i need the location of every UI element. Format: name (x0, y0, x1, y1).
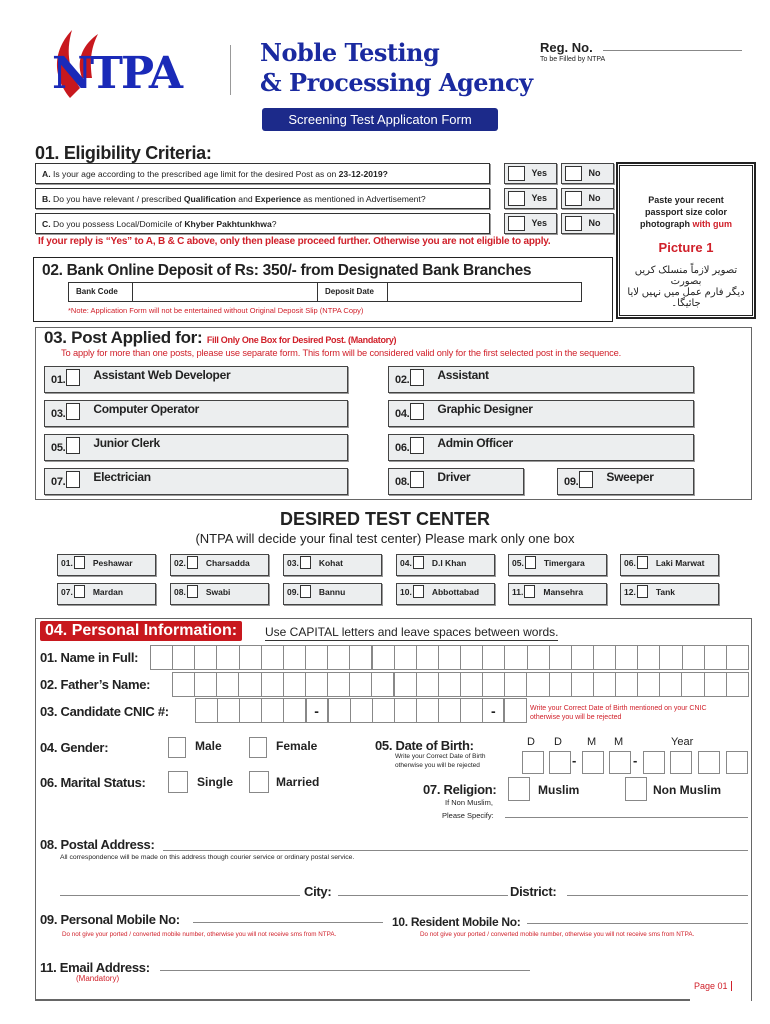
father-name-char-box[interactable] (238, 672, 261, 697)
center-checkbox[interactable] (525, 556, 536, 569)
dob-digit-box[interactable] (698, 751, 720, 774)
test-center-option[interactable] (508, 583, 607, 605)
form-title-banner (262, 108, 498, 131)
center-number: 07. (61, 587, 73, 597)
female-label: Female (276, 739, 318, 753)
photo-urdu-note: تصویر لازماً منسلک کریں بصورت (634, 265, 738, 287)
cnic-dash: - (306, 698, 328, 723)
district-field[interactable] (567, 895, 748, 896)
cnic-note-line: otherwise you will be rejected (530, 714, 622, 721)
name-char-box[interactable] (726, 645, 749, 670)
father-name-char-box[interactable] (482, 672, 505, 697)
father-name-char-box[interactable] (416, 672, 439, 697)
center-checkbox[interactable] (413, 585, 424, 598)
female-checkbox[interactable] (249, 737, 267, 758)
name-label: 01. Name in Full: (40, 650, 139, 665)
name-char-box[interactable] (261, 645, 284, 670)
question-bold: Khyber Pakhtunkhwa (184, 219, 272, 229)
post-name: Electrician (93, 470, 151, 484)
center-checkbox[interactable] (74, 556, 85, 569)
post-number: 07. (51, 476, 66, 488)
father-name-char-box[interactable] (659, 672, 682, 697)
father-name-char-box[interactable] (615, 672, 638, 697)
if-non-muslim-label: If Non Muslim, (445, 798, 493, 807)
cnic-digit-box[interactable] (217, 698, 240, 723)
question-text: ? (271, 219, 277, 229)
resident-mobile-field[interactable] (527, 923, 748, 924)
name-char-box[interactable] (438, 645, 461, 670)
test-center-option[interactable] (396, 554, 495, 576)
center-number: 05. (512, 558, 524, 568)
posts-title (44, 328, 396, 348)
cnic-digit-box[interactable] (460, 698, 483, 723)
center-checkbox[interactable] (300, 585, 311, 598)
name-char-box[interactable] (283, 645, 306, 670)
postal-note: All correspondence will be made on this address though courier service or ordinary postal service. (60, 854, 355, 861)
question-text: and (235, 194, 256, 204)
center-checkbox[interactable] (524, 585, 535, 598)
name-char-box[interactable] (394, 645, 417, 670)
single-checkbox[interactable] (168, 771, 188, 793)
cnic-digit-box[interactable] (504, 698, 527, 723)
father-name-char-box[interactable] (549, 672, 572, 697)
cnic-digit-box[interactable] (239, 698, 262, 723)
org-name-line2: & Processing Agency (260, 68, 533, 97)
post-checkbox[interactable] (66, 437, 80, 454)
name-char-box[interactable] (593, 645, 616, 670)
yes-checkbox[interactable] (508, 166, 525, 181)
dob-label: 05. Date of Birth: (375, 738, 474, 753)
personal-mobile-field[interactable] (193, 922, 383, 923)
question-letter: A. (42, 169, 51, 179)
center-name: Kohat (318, 558, 343, 568)
name-char-box[interactable] (659, 645, 682, 670)
city-field[interactable] (338, 895, 508, 896)
post-number: 03. (51, 408, 66, 420)
father-name-char-box[interactable] (504, 672, 527, 697)
name-char-box[interactable] (349, 645, 372, 670)
no-checkbox[interactable] (565, 216, 582, 231)
post-option[interactable] (44, 434, 348, 461)
post-checkbox[interactable] (410, 437, 424, 454)
post-option[interactable] (388, 400, 694, 427)
post-number: 05. (51, 442, 66, 454)
cnic-digit-box[interactable] (416, 698, 439, 723)
resident-mobile-note: Do not give your ported / converted mobile number, otherwise you will not receive sms from NTPA. (420, 931, 695, 938)
post-option[interactable] (388, 366, 694, 393)
dob-note-line: otherwise you will be rejected (395, 762, 480, 769)
post-checkbox[interactable] (410, 369, 424, 386)
yes-label: Yes (531, 167, 548, 178)
cnic-digit-box[interactable] (438, 698, 461, 723)
father-name-char-box[interactable] (593, 672, 616, 697)
personal-mobile-label: 09. Personal Mobile No: (40, 912, 180, 927)
bank-code-input[interactable] (132, 282, 318, 302)
post-number: 02. (395, 374, 410, 386)
cnic-digit-box[interactable] (261, 698, 284, 723)
center-number: 11. (512, 587, 524, 597)
father-name-char-box[interactable] (438, 672, 461, 697)
personal-section-bottom (35, 999, 690, 1001)
center-checkbox[interactable] (413, 556, 424, 569)
post-checkbox[interactable] (66, 403, 80, 420)
no-label: No (588, 167, 601, 178)
center-checkbox[interactable] (637, 556, 648, 569)
cnic-note-line: Write your Correct Date of Birth mentioned on your CNIC (530, 705, 707, 712)
cnic-digit-box[interactable] (328, 698, 351, 723)
center-checkbox[interactable] (637, 585, 648, 598)
post-checkbox[interactable] (66, 471, 80, 488)
center-checkbox[interactable] (74, 585, 85, 598)
post-checkbox[interactable] (410, 403, 424, 420)
question-text: as mentioned in Advertisement? (300, 194, 426, 204)
test-center-title: DESIRED TEST CENTER (279, 509, 491, 529)
name-char-box[interactable] (327, 645, 350, 670)
center-number: 09. (287, 587, 299, 597)
dob-dash: - (572, 753, 577, 768)
post-name: Driver (437, 470, 471, 484)
posts-title-note: Fill Only One Box for Desired Post. (Mandatory) (206, 335, 397, 345)
post-option[interactable] (44, 468, 348, 495)
photo-instruction: photograph (639, 219, 690, 229)
post-option[interactable] (388, 434, 694, 461)
eligibility-note: If your reply is “Yes” to A, B & C above, only then please proceed further. Otherwise you are not eligible to apply. (38, 236, 551, 247)
yes-option[interactable] (504, 213, 557, 234)
test-center-option[interactable] (57, 583, 156, 605)
marital-label: 06. Marital Status: (40, 775, 146, 790)
bank-note: *Note: Application Form will not be entertained without Original Deposit Slip (NTPA Copy) (68, 306, 364, 315)
name-char-box[interactable] (482, 645, 505, 670)
post-name: Admin Officer (437, 436, 513, 450)
photo-urdu-note: دیگر فارم عمل میں نہیں لایا جائیگا۔ (627, 287, 745, 309)
cnic-digit-box[interactable] (394, 698, 417, 723)
question-letter: C. (42, 219, 51, 229)
eligibility-question (35, 163, 490, 184)
test-center-option[interactable] (508, 554, 607, 576)
father-name-char-box[interactable] (349, 672, 372, 697)
muslim-checkbox[interactable] (508, 777, 530, 801)
question-text: Is your age according to the prescribed age limit for the desired Post as on (52, 169, 339, 179)
name-char-box[interactable] (637, 645, 660, 670)
single-label: Single (197, 775, 234, 789)
center-name: Abbottabad (431, 587, 480, 597)
center-checkbox[interactable] (187, 556, 198, 569)
post-checkbox[interactable] (66, 369, 80, 386)
posts-title-text: 03. Post Applied for: (44, 328, 203, 347)
dob-digit-box[interactable] (670, 751, 692, 774)
center-name: Mansehra (543, 587, 584, 597)
dob-day-header: D (554, 736, 562, 748)
name-char-box[interactable] (504, 645, 527, 670)
dob-month-header: M (587, 736, 597, 748)
name-char-box[interactable] (239, 645, 262, 670)
test-center-option[interactable] (170, 583, 269, 605)
test-center-option[interactable] (170, 554, 269, 576)
no-label: No (588, 217, 601, 228)
name-char-box[interactable] (416, 645, 439, 670)
reg-no-note: To be Filled by NTPA (540, 56, 606, 63)
post-number: 08. (395, 476, 410, 488)
test-center-option[interactable] (283, 583, 382, 605)
yes-option[interactable] (504, 188, 557, 209)
male-checkbox[interactable] (168, 737, 186, 758)
non-muslim-label: Non Muslim (653, 783, 721, 797)
father-name-char-box[interactable] (704, 672, 727, 697)
father-name-char-box[interactable] (305, 672, 328, 697)
yes-label: Yes (531, 217, 548, 228)
postal-address-label: 08. Postal Address: (40, 837, 155, 852)
gender-label: 04. Gender: (40, 740, 109, 755)
center-number: 03. (287, 558, 299, 568)
postal-address-field-2[interactable] (60, 895, 300, 896)
post-number: 04. (395, 408, 410, 420)
eligibility-title: 01. Eligibility Criteria: (35, 143, 212, 163)
form-title: Screening Test Applicaton Form (288, 112, 472, 127)
district-label: District: (510, 884, 557, 899)
cnic-dash: - (482, 698, 504, 723)
name-char-box[interactable] (704, 645, 727, 670)
center-number: 04. (400, 558, 412, 568)
non-muslim-checkbox[interactable] (625, 777, 647, 801)
male-label: Male (195, 739, 222, 753)
post-name: Assistant (437, 368, 489, 382)
eligibility-question (35, 188, 490, 209)
name-char-box[interactable] (615, 645, 638, 670)
cnic-label: 03. Candidate CNIC #: (40, 704, 169, 719)
center-number: 10. (400, 587, 412, 597)
photo-label: Picture 1 (658, 240, 714, 255)
question-letter: B. (42, 194, 51, 204)
ntpa-logo: NTPA (40, 28, 200, 103)
yes-checkbox[interactable] (508, 191, 525, 206)
center-name: Mardan (92, 587, 124, 597)
org-name-line1: Noble Testing (260, 38, 440, 67)
post-number: 01. (51, 374, 66, 386)
deposit-date-label: Deposit Date (325, 287, 374, 296)
reg-no-label: Reg. No. (540, 40, 593, 55)
header-divider (230, 45, 231, 95)
eligibility-question (35, 213, 490, 234)
name-char-box[interactable] (460, 645, 483, 670)
test-center-option[interactable] (57, 554, 156, 576)
father-name-char-box[interactable] (681, 672, 704, 697)
yes-checkbox[interactable] (508, 216, 525, 231)
question-bold: 23-12-2019? (338, 169, 388, 179)
dob-digit-box[interactable] (522, 751, 544, 774)
father-name-char-box[interactable] (371, 672, 394, 697)
center-name: Timergara (543, 558, 585, 568)
no-checkbox[interactable] (565, 191, 582, 206)
bank-title: 02. Bank Online Deposit of Rs: 350/- from Designated Bank Branches (42, 262, 532, 279)
dob-note-line: Write your Correct Date of Birth (395, 753, 486, 760)
father-name-char-box[interactable] (261, 672, 284, 697)
no-option[interactable] (561, 213, 614, 234)
center-name: D.I Khan (431, 558, 467, 568)
name-char-box[interactable] (305, 645, 328, 670)
post-name: Sweeper (606, 470, 654, 484)
photo-instruction-gum: with gum (692, 219, 732, 229)
please-specify-label: Please Specify: (442, 811, 494, 820)
question-bold: Experience (255, 194, 301, 204)
name-char-box[interactable] (549, 645, 572, 670)
name-char-box[interactable] (150, 645, 173, 670)
center-number: 06. (624, 558, 636, 568)
personal-instruction: Use CAPITAL letters and leave spaces between words. (265, 625, 559, 639)
post-name: Computer Operator (93, 402, 199, 416)
test-center-option[interactable] (283, 554, 382, 576)
dob-dash: - (633, 753, 638, 768)
test-center-option[interactable] (620, 554, 719, 576)
name-char-box[interactable] (216, 645, 239, 670)
father-name-char-box[interactable] (172, 672, 195, 697)
posts-subtitle: To apply for more than one posts, please use separate form. This form will be considered valid only for the first selected post in the sequence. (61, 348, 622, 358)
no-checkbox[interactable] (565, 166, 582, 181)
dob-digit-box[interactable] (643, 751, 665, 774)
father-name-char-box[interactable] (394, 672, 417, 697)
no-label: No (588, 192, 601, 203)
center-checkbox[interactable] (187, 585, 198, 598)
father-name-char-box[interactable] (571, 672, 594, 697)
post-checkbox[interactable] (579, 471, 593, 488)
father-name-char-box[interactable] (216, 672, 239, 697)
center-name: Peshawar (92, 558, 133, 568)
father-name-char-box[interactable] (327, 672, 350, 697)
name-char-box[interactable] (527, 645, 550, 670)
photo-box[interactable] (617, 163, 755, 318)
muslim-label: Muslim (538, 783, 580, 797)
email-mandatory-note: (Mandatory) (76, 974, 120, 983)
post-number: 06. (395, 442, 410, 454)
married-label: Married (276, 775, 320, 789)
center-number: 12. (624, 587, 636, 597)
religion-specify-field[interactable] (505, 817, 748, 818)
center-number: 01. (61, 558, 73, 568)
married-checkbox[interactable] (249, 771, 269, 793)
father-name-label: 02. Father’s Name: (40, 677, 151, 692)
post-name: Junior Clerk (93, 436, 160, 450)
post-option[interactable] (557, 468, 694, 495)
name-char-box[interactable] (172, 645, 195, 670)
dob-digit-box[interactable] (549, 751, 571, 774)
center-name: Tank (655, 587, 676, 597)
question-text: Do you possess Local/Domicile of (52, 219, 185, 229)
yes-option[interactable] (504, 163, 557, 184)
cnic-digit-box[interactable] (350, 698, 373, 723)
center-number: 02. (174, 558, 186, 568)
no-option[interactable] (561, 163, 614, 184)
father-name-char-box[interactable] (194, 672, 217, 697)
center-number: 08. (174, 587, 186, 597)
center-checkbox[interactable] (300, 556, 311, 569)
post-name: Graphic Designer (437, 402, 533, 416)
dob-note (395, 752, 486, 770)
center-name: Laki Marwat (655, 558, 705, 568)
post-name: Assistant Web Developer (93, 368, 231, 382)
father-name-char-box[interactable] (637, 672, 660, 697)
post-number: 09. (564, 476, 579, 488)
father-name-char-box[interactable] (460, 672, 483, 697)
postal-address-field[interactable] (163, 850, 748, 851)
father-name-char-box[interactable] (283, 672, 306, 697)
center-name: Swabi (205, 587, 231, 597)
name-char-box[interactable] (372, 645, 395, 670)
dob-digit-box[interactable] (582, 751, 604, 774)
test-center-option[interactable] (620, 583, 719, 605)
photo-instruction: passport size color (644, 207, 728, 217)
father-name-char-box[interactable] (726, 672, 749, 697)
bank-code-label: Bank Code (76, 287, 118, 296)
post-option[interactable] (44, 366, 348, 393)
post-checkbox[interactable] (410, 471, 424, 488)
cnic-digit-box[interactable] (283, 698, 306, 723)
dob-year-header: Year (671, 736, 694, 748)
resident-mobile-label: 10. Resident Mobile No: (392, 915, 521, 929)
post-option[interactable] (44, 400, 348, 427)
photo-instruction: Paste your recent (648, 195, 724, 205)
center-name: Bannu (318, 587, 346, 597)
yes-label: Yes (531, 192, 548, 203)
center-name: Charsadda (205, 558, 250, 568)
dob-day-header: D (527, 736, 535, 748)
dob-month-header: M (614, 736, 624, 748)
email-label: 11. Email Address: (40, 960, 150, 975)
name-char-box[interactable] (682, 645, 705, 670)
page-number: Page 01 (694, 981, 732, 991)
cnic-note (530, 704, 707, 722)
father-name-char-box[interactable] (526, 672, 549, 697)
cnic-digit-box[interactable] (195, 698, 218, 723)
dob-digit-box[interactable] (726, 751, 748, 774)
cnic-digit-box[interactable] (372, 698, 395, 723)
city-label: City: (304, 884, 332, 899)
name-char-box[interactable] (571, 645, 594, 670)
question-text: Do you have relevant / prescribed (52, 194, 184, 204)
no-option[interactable] (561, 188, 614, 209)
test-center-option[interactable] (396, 583, 495, 605)
deposit-date-input[interactable] (387, 282, 582, 302)
name-char-box[interactable] (194, 645, 217, 670)
post-option[interactable] (388, 468, 524, 495)
reg-no-field[interactable] (603, 50, 742, 51)
test-center-subtitle: (NTPA will decide your final test center) Please mark only one box (195, 531, 575, 546)
religion-label: 07. Religion: (423, 782, 497, 797)
question-bold: Qualification (183, 194, 236, 204)
personal-mobile-note: Do not give your ported / converted mobile number, otherwise you will not receive sms from NTPA. (62, 931, 337, 938)
personal-title: 04. Personal Information: (40, 621, 242, 641)
dob-digit-box[interactable] (609, 751, 631, 774)
email-field[interactable] (160, 970, 530, 971)
